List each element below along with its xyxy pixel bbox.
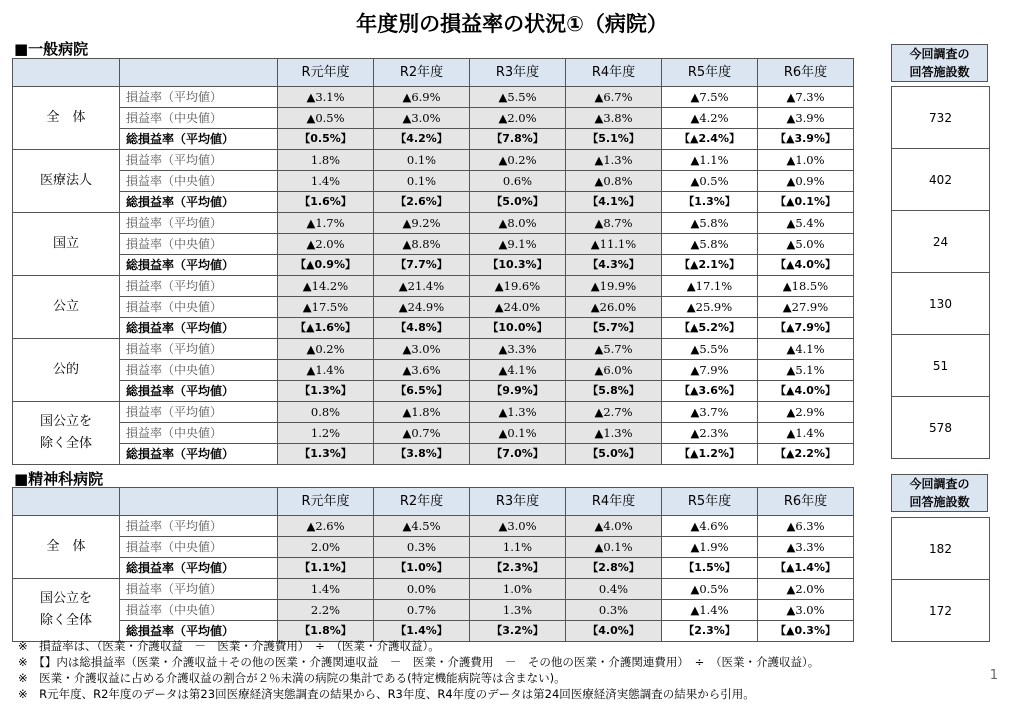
value-cell: ▲0.8% <box>566 171 662 192</box>
value-cell: ▲1.8% <box>374 402 470 423</box>
value-cell: 【7.8%】 <box>470 129 566 150</box>
value-cell: 1.4% <box>278 171 374 192</box>
group-label-line: 国公立を <box>39 414 92 429</box>
value-cell: 【▲0.9%】 <box>278 255 374 276</box>
value-cell: ▲21.4% <box>374 276 470 297</box>
value-cell: 【▲1.2%】 <box>662 444 758 465</box>
table-row <box>13 537 854 558</box>
value-cell: ▲5.0% <box>758 234 854 255</box>
value-cell: ▲0.5% <box>662 579 758 600</box>
group-label <box>13 516 120 579</box>
value-cell: ▲1.0% <box>758 150 854 171</box>
value-cell: 【▲1.4%】 <box>758 558 854 579</box>
facility-count: 732 <box>892 87 990 149</box>
value-cell: ▲5.7% <box>566 339 662 360</box>
row-label-tot: 総損益率（平均値） <box>120 129 278 150</box>
year-header: R5年度 <box>662 59 758 87</box>
value-cell: ▲6.0% <box>566 360 662 381</box>
facility-count: 172 <box>892 580 990 642</box>
table-row <box>13 360 854 381</box>
value-cell: 1.0% <box>470 579 566 600</box>
value-cell: 【▲3.9%】 <box>758 129 854 150</box>
row-label-avg: 損益率（平均値） <box>120 516 278 537</box>
value-cell: 【1.3%】 <box>278 381 374 402</box>
footnote: ※ R元年度、R2年度のデータは第23回医療経済実態調査の結果から、R3年度、R4年度のデータは第24回医療経済実態調査の結果から引用。 <box>18 687 755 701</box>
value-cell: 【▲4.0%】 <box>758 255 854 276</box>
row-label-med: 損益率（中央値） <box>120 234 278 255</box>
value-cell: 【1.1%】 <box>278 558 374 579</box>
value-cell: ▲4.1% <box>470 360 566 381</box>
value-cell: 【0.5%】 <box>278 129 374 150</box>
value-cell: 【5.8%】 <box>566 381 662 402</box>
group-label-line: 公立 <box>52 299 79 314</box>
value-cell: ▲2.7% <box>566 402 662 423</box>
value-cell: ▲14.2% <box>278 276 374 297</box>
header-blank <box>120 488 278 516</box>
row-label-tot: 総損益率（平均値） <box>120 621 278 642</box>
footnote: ※ 損益率は、（医業・介護収益 － 医業・介護費用） ÷ （医業・介護収益）。 <box>18 639 440 653</box>
value-cell: ▲8.7% <box>566 213 662 234</box>
row-label-avg: 損益率（平均値） <box>120 579 278 600</box>
table-row <box>13 192 854 213</box>
value-cell: ▲7.3% <box>758 87 854 108</box>
row-label-avg: 損益率（平均値） <box>120 213 278 234</box>
row-label-avg: 損益率（平均値） <box>120 276 278 297</box>
value-cell: 0.4% <box>566 579 662 600</box>
value-cell: 【▲2.2%】 <box>758 444 854 465</box>
value-cell: ▲4.0% <box>566 516 662 537</box>
value-cell: 【4.2%】 <box>374 129 470 150</box>
value-cell: ▲0.1% <box>470 423 566 444</box>
value-cell: 【7.7%】 <box>374 255 470 276</box>
header-blank <box>120 59 278 87</box>
value-cell: ▲4.5% <box>374 516 470 537</box>
value-cell: ▲24.9% <box>374 297 470 318</box>
value-cell: ▲3.0% <box>374 108 470 129</box>
facility-count: 578 <box>892 397 990 459</box>
value-cell: ▲3.3% <box>758 537 854 558</box>
value-cell: ▲3.0% <box>470 516 566 537</box>
facility-count: 51 <box>892 335 990 397</box>
value-cell: 0.3% <box>566 600 662 621</box>
table-row <box>13 213 854 234</box>
group-label-line: 全 体 <box>46 539 86 554</box>
value-cell: 【1.3%】 <box>662 192 758 213</box>
value-cell: ▲5.4% <box>758 213 854 234</box>
year-header: R2年度 <box>374 488 470 516</box>
value-cell: 0.6% <box>470 171 566 192</box>
year-header: R2年度 <box>374 59 470 87</box>
value-cell: ▲0.5% <box>662 171 758 192</box>
table-row <box>13 339 854 360</box>
value-cell: 【1.0%】 <box>374 558 470 579</box>
group-label <box>13 87 120 150</box>
table-row <box>13 318 854 339</box>
value-cell: ▲5.5% <box>662 339 758 360</box>
table-row <box>13 234 854 255</box>
value-cell: ▲2.0% <box>278 234 374 255</box>
group-label-line: 公的 <box>52 362 79 377</box>
group-label <box>13 276 120 339</box>
value-cell: 1.2% <box>278 423 374 444</box>
value-cell: 【7.0%】 <box>470 444 566 465</box>
table-row <box>13 579 854 600</box>
header-blank <box>13 59 120 87</box>
table-row <box>13 150 854 171</box>
row-label-tot: 総損益率（平均値） <box>120 255 278 276</box>
value-cell: 【1.4%】 <box>374 621 470 642</box>
value-cell: ▲0.5% <box>278 108 374 129</box>
value-cell: 【▲2.4%】 <box>662 129 758 150</box>
value-cell: 【2.3%】 <box>662 621 758 642</box>
table-row <box>13 171 854 192</box>
value-cell: 【▲7.9%】 <box>758 318 854 339</box>
group-label-line: 医療法人 <box>39 173 92 188</box>
group-label <box>13 213 120 276</box>
value-cell: ▲1.1% <box>662 150 758 171</box>
value-cell: ▲5.8% <box>662 234 758 255</box>
value-cell: 0.7% <box>374 600 470 621</box>
value-cell: 【3.8%】 <box>374 444 470 465</box>
value-cell: 【▲3.6%】 <box>662 381 758 402</box>
value-cell: ▲3.0% <box>374 339 470 360</box>
row-label-tot: 総損益率（平均値） <box>120 318 278 339</box>
value-cell: 【4.3%】 <box>566 255 662 276</box>
row-label-tot: 総損益率（平均値） <box>120 444 278 465</box>
value-cell: ▲0.1% <box>566 537 662 558</box>
value-cell: 0.0% <box>374 579 470 600</box>
section-heading-general: ■一般病院 <box>14 40 89 58</box>
value-cell: ▲2.0% <box>758 579 854 600</box>
row-label-med: 損益率（中央値） <box>120 360 278 381</box>
group-label-line: 除く全体 <box>39 436 92 451</box>
row-label-med: 損益率（中央値） <box>120 297 278 318</box>
value-cell: 【4.0%】 <box>566 621 662 642</box>
value-cell: ▲27.9% <box>758 297 854 318</box>
count-header-general: 今回調査の 回答施設数 <box>891 44 988 82</box>
value-cell: ▲3.7% <box>662 402 758 423</box>
value-cell: ▲5.8% <box>662 213 758 234</box>
value-cell: ▲3.3% <box>470 339 566 360</box>
page-number: 1 <box>989 668 998 683</box>
value-cell: ▲1.4% <box>278 360 374 381</box>
value-cell: 【▲4.0%】 <box>758 381 854 402</box>
table-row <box>13 381 854 402</box>
value-cell: 【4.1%】 <box>566 192 662 213</box>
value-cell: ▲7.5% <box>662 87 758 108</box>
value-cell: ▲5.5% <box>470 87 566 108</box>
value-cell: ▲19.6% <box>470 276 566 297</box>
value-cell: ▲25.9% <box>662 297 758 318</box>
table-row <box>13 600 854 621</box>
table-row <box>13 558 854 579</box>
value-cell: 【2.8%】 <box>566 558 662 579</box>
value-cell: ▲26.0% <box>566 297 662 318</box>
value-cell: 1.3% <box>470 600 566 621</box>
row-label-med: 損益率（中央値） <box>120 108 278 129</box>
value-cell: ▲17.5% <box>278 297 374 318</box>
value-cell: ▲1.3% <box>566 423 662 444</box>
row-label-avg: 損益率（平均値） <box>120 150 278 171</box>
year-header: R4年度 <box>566 488 662 516</box>
value-cell: 【▲0.1%】 <box>758 192 854 213</box>
row-label-med: 損益率（中央値） <box>120 171 278 192</box>
value-cell: 【2.3%】 <box>470 558 566 579</box>
value-cell: 【1.8%】 <box>278 621 374 642</box>
value-cell: ▲2.0% <box>470 108 566 129</box>
general-hospital-table <box>12 58 854 465</box>
value-cell: 【▲2.1%】 <box>662 255 758 276</box>
value-cell: ▲7.9% <box>662 360 758 381</box>
value-cell: 【4.8%】 <box>374 318 470 339</box>
value-cell: ▲3.1% <box>278 87 374 108</box>
year-header: R元年度 <box>278 488 374 516</box>
value-cell: 【5.1%】 <box>566 129 662 150</box>
value-cell: ▲2.6% <box>278 516 374 537</box>
value-cell: 【1.6%】 <box>278 192 374 213</box>
group-label-line: 除く全体 <box>39 613 92 628</box>
facility-count: 182 <box>892 518 990 580</box>
table-row <box>13 297 854 318</box>
value-cell: ▲3.6% <box>374 360 470 381</box>
value-cell: 【▲5.2%】 <box>662 318 758 339</box>
group-label-line: 国公立を <box>39 591 92 606</box>
facility-count: 130 <box>892 273 990 335</box>
value-cell: 【1.5%】 <box>662 558 758 579</box>
year-header: R6年度 <box>758 59 854 87</box>
year-header: R5年度 <box>662 488 758 516</box>
value-cell: ▲24.0% <box>470 297 566 318</box>
value-cell: ▲6.3% <box>758 516 854 537</box>
row-label-avg: 損益率（平均値） <box>120 339 278 360</box>
row-label-tot: 総損益率（平均値） <box>120 381 278 402</box>
value-cell: ▲19.9% <box>566 276 662 297</box>
table-row <box>13 516 854 537</box>
value-cell: ▲1.9% <box>662 537 758 558</box>
general-hospital-count-table <box>891 86 990 459</box>
header-row <box>13 488 854 516</box>
value-cell: ▲17.1% <box>662 276 758 297</box>
table-row <box>13 255 854 276</box>
value-cell: 【1.3%】 <box>278 444 374 465</box>
value-cell: 0.3% <box>374 537 470 558</box>
value-cell: 【9.9%】 <box>470 381 566 402</box>
value-cell: 0.1% <box>374 150 470 171</box>
value-cell: ▲0.9% <box>758 171 854 192</box>
value-cell: 0.1% <box>374 171 470 192</box>
row-label-med: 損益率（中央値） <box>120 423 278 444</box>
value-cell: 【10.3%】 <box>470 255 566 276</box>
value-cell: ▲8.0% <box>470 213 566 234</box>
value-cell: 0.8% <box>278 402 374 423</box>
table-row <box>13 444 854 465</box>
value-cell: ▲2.9% <box>758 402 854 423</box>
value-cell: ▲6.9% <box>374 87 470 108</box>
table-row <box>13 276 854 297</box>
value-cell: 【▲0.3%】 <box>758 621 854 642</box>
row-label-tot: 総損益率（平均値） <box>120 558 278 579</box>
value-cell: ▲6.7% <box>566 87 662 108</box>
year-header: R3年度 <box>470 488 566 516</box>
value-cell: 2.2% <box>278 600 374 621</box>
value-cell: ▲4.6% <box>662 516 758 537</box>
page-title: 年度別の損益率の状況①（病院） <box>356 12 668 36</box>
value-cell: ▲9.2% <box>374 213 470 234</box>
header-blank <box>13 488 120 516</box>
value-cell: ▲3.0% <box>758 600 854 621</box>
value-cell: 【2.6%】 <box>374 192 470 213</box>
table-row <box>13 108 854 129</box>
psychiatric-hospital-count-table <box>891 517 990 642</box>
value-cell: 【10.0%】 <box>470 318 566 339</box>
value-cell: ▲11.1% <box>566 234 662 255</box>
value-cell: 【6.5%】 <box>374 381 470 402</box>
row-label-med: 損益率（中央値） <box>120 537 278 558</box>
psychiatric-hospital-table <box>12 487 854 642</box>
group-label <box>13 150 120 213</box>
value-cell: ▲1.4% <box>662 600 758 621</box>
value-cell: ▲1.3% <box>566 150 662 171</box>
year-header: R元年度 <box>278 59 374 87</box>
value-cell: 【5.7%】 <box>566 318 662 339</box>
row-label-avg: 損益率（平均値） <box>120 402 278 423</box>
value-cell: ▲3.9% <box>758 108 854 129</box>
row-label-avg: 損益率（平均値） <box>120 87 278 108</box>
value-cell: 1.1% <box>470 537 566 558</box>
value-cell: ▲5.1% <box>758 360 854 381</box>
value-cell: ▲8.8% <box>374 234 470 255</box>
section-heading-psychiatric: ■精神科病院 <box>14 470 104 488</box>
value-cell: 1.4% <box>278 579 374 600</box>
value-cell: 【5.0%】 <box>566 444 662 465</box>
footnotes <box>18 638 819 702</box>
table-row <box>13 423 854 444</box>
year-header: R6年度 <box>758 488 854 516</box>
value-cell: ▲1.3% <box>470 402 566 423</box>
value-cell: 2.0% <box>278 537 374 558</box>
value-cell: ▲4.1% <box>758 339 854 360</box>
group-label <box>13 402 120 465</box>
table-row <box>13 87 854 108</box>
value-cell: ▲4.2% <box>662 108 758 129</box>
value-cell: ▲3.8% <box>566 108 662 129</box>
value-cell: ▲0.2% <box>278 339 374 360</box>
table-row <box>13 129 854 150</box>
value-cell: ▲2.3% <box>662 423 758 444</box>
count-header-psychiatric: 今回調査の 回答施設数 <box>891 474 988 512</box>
table-row <box>13 402 854 423</box>
value-cell: ▲0.2% <box>470 150 566 171</box>
row-label-tot: 総損益率（平均値） <box>120 192 278 213</box>
facility-count: 24 <box>892 211 990 273</box>
group-label <box>13 579 120 642</box>
value-cell: ▲9.1% <box>470 234 566 255</box>
header-row <box>13 59 854 87</box>
value-cell: ▲1.7% <box>278 213 374 234</box>
row-label-med: 損益率（中央値） <box>120 600 278 621</box>
footnote: ※ 【】内は総損益率（医業・介護収益＋その他の医業・介護関連収益 － 医業・介護費用 － その他の医業・介護関連費用） ÷ （医業・介護収益）。 <box>18 655 820 669</box>
footnote: ※ 医業・介護収益に占める介護収益の割合が２％未満の病院の集計である(特定機能病院等は含まない)。 <box>18 671 566 685</box>
year-header: R4年度 <box>566 59 662 87</box>
group-label <box>13 339 120 402</box>
facility-count: 402 <box>892 149 990 211</box>
value-cell: 1.8% <box>278 150 374 171</box>
value-cell: ▲0.7% <box>374 423 470 444</box>
year-header: R3年度 <box>470 59 566 87</box>
value-cell: 【3.2%】 <box>470 621 566 642</box>
value-cell: 【5.0%】 <box>470 192 566 213</box>
group-label-line: 全 体 <box>46 110 86 125</box>
value-cell: ▲1.4% <box>758 423 854 444</box>
value-cell: 【▲1.6%】 <box>278 318 374 339</box>
group-label-line: 国立 <box>52 236 79 251</box>
value-cell: ▲18.5% <box>758 276 854 297</box>
